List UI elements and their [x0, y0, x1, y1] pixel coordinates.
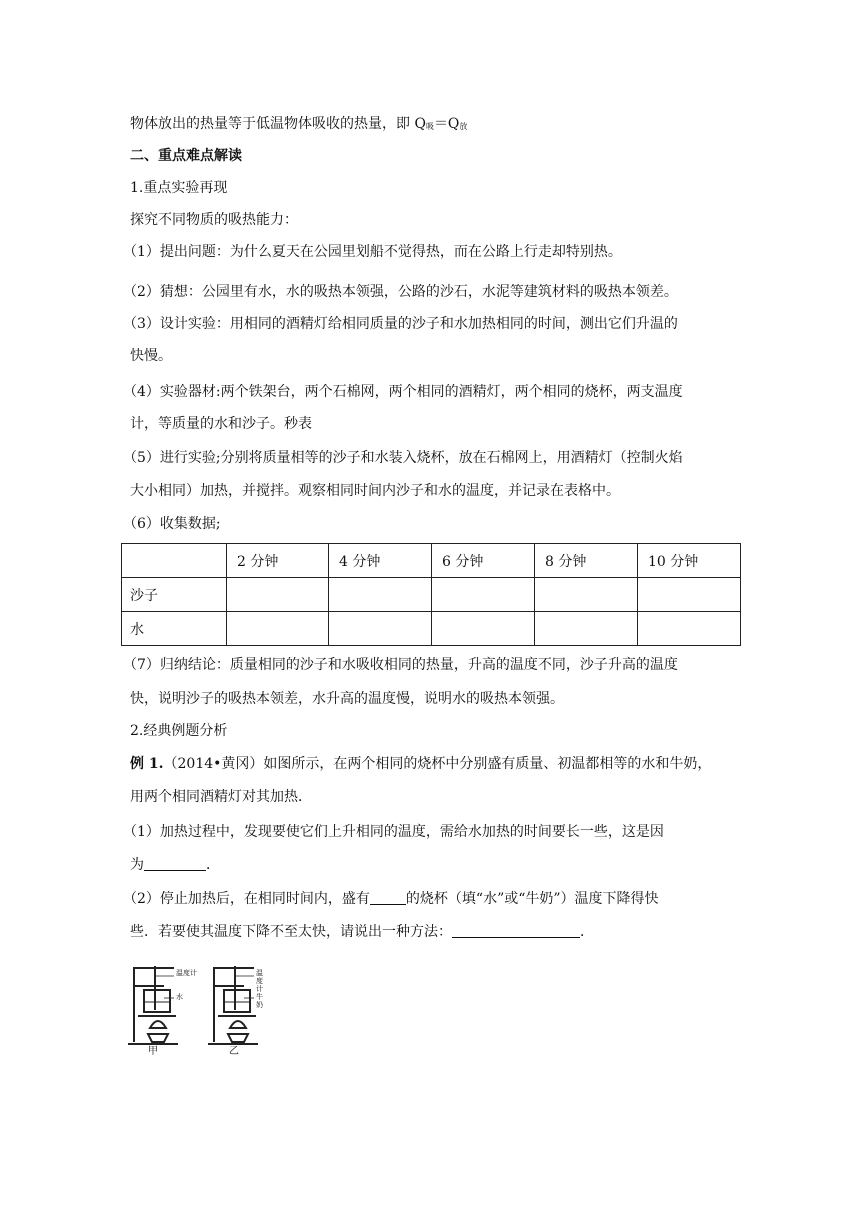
text-span: ． [580, 924, 594, 940]
text-span: 的烧杯（填“水”或“牛奶”）温度下降得快 [405, 891, 659, 907]
table-row [122, 612, 741, 646]
question-1-line-2 [130, 855, 220, 875]
step-1: （1）提出问题：为什么夏天在公园里划船不觉得热，而在公路上行走却特别热。 [123, 244, 622, 260]
step-5-line-2: 大小相同）加热，并搅拌。观察相同时间内沙子和水的温度，并记录在表格中。 [130, 483, 620, 499]
table-cell [535, 612, 638, 646]
water-label: 水 [176, 993, 183, 1001]
thermometer-label-right: 温度计 [256, 969, 263, 993]
answer-blank-3[interactable] [452, 923, 580, 938]
step-4-line-1: （4）实验器材:两个铁架台，两个石棉网，两个相同的酒精灯，两个相同的烧杯，两支温度 [123, 384, 683, 400]
question-2-line-1 [123, 889, 659, 909]
question-2-line-2 [130, 922, 594, 942]
table-header-cell [122, 544, 227, 578]
step-5-line-1: （5）进行实验;分别将质量相等的沙子和水装入烧杯，放在石棉网上，用酒精灯（控制火焰 [123, 450, 683, 466]
data-table [121, 543, 741, 646]
table-header-cell: 2 分钟 [227, 544, 329, 578]
table-cell [227, 578, 329, 612]
question-1-line-1: （1）加热过程中，发现要使它们上升相同的温度，需给水加热的时间要长一些，这是因 [123, 824, 664, 840]
table-cell [227, 612, 329, 646]
example-line-2: 用两个相同酒精灯对其加热． [130, 789, 312, 805]
text-span: 些．若要使其温度下降不至太快，请说出一种方法： [130, 924, 452, 940]
answer-blank-1[interactable] [144, 856, 206, 871]
subsection-heading: 1.重点实验再现 [130, 180, 228, 196]
answer-blank-2[interactable] [370, 890, 406, 905]
table-cell [432, 612, 535, 646]
section-heading: 二、重点难点解读 [130, 148, 242, 164]
text-span: （2014•黄冈）如图所示，在两个相同的烧杯中分别盛有质量、初温都相等的水和牛奶， [163, 756, 712, 772]
text-span: 物体放出的热量等于低温物体吸收的热量，即 Q [130, 116, 426, 132]
milk-label: 牛奶 [256, 993, 263, 1009]
example-line-1 [130, 754, 711, 774]
table-cell: 水 [122, 612, 227, 646]
table-cell [432, 578, 535, 612]
table-cell [638, 612, 741, 646]
heat-balance-line [130, 114, 467, 137]
thermometer-label-left: 温度计 [176, 969, 197, 977]
table-header-row [122, 544, 741, 578]
step-7-line-1: （7）归纳结论：质量相同的沙子和水吸收相同的热量，升高的温度不同，沙子升高的温度 [123, 657, 678, 673]
example-label: 例 1. [130, 756, 164, 772]
subscript-release: 放 [459, 122, 468, 131]
table-row [122, 578, 741, 612]
text-span: 为 [130, 857, 144, 873]
step-7-line-2: 快，说明沙子的吸热本领差，水升高的温度慢，说明水的吸热本领强。 [130, 691, 564, 707]
table-header-cell: 10 分钟 [638, 544, 741, 578]
step-3-line-2: 快慢。 [130, 348, 172, 364]
table-cell [535, 578, 638, 612]
experiment-figure [128, 962, 268, 1062]
subscript-absorb: 吸 [425, 122, 434, 131]
figure-caption-left: 甲 [148, 1046, 158, 1057]
table-cell [638, 578, 741, 612]
table-header-cell: 8 分钟 [535, 544, 638, 578]
paragraph: 探究不同物质的吸热能力： [130, 212, 298, 228]
table-header-cell: 6 分钟 [432, 544, 535, 578]
step-2: （2）猜想：公园里有水，水的吸热本领强，公路的沙石，水泥等建筑材料的吸热本领差。 [123, 284, 678, 300]
step-3-line-1: （3）设计实验：用相同的酒精灯给相同质量的沙子和水加热相同的时间，测出它们升温的 [123, 316, 678, 332]
subsection-heading: 2.经典例题分析 [130, 723, 228, 739]
text-span: ． [206, 857, 220, 873]
step-6: （6）收集数据; [123, 516, 221, 532]
table-cell [329, 578, 432, 612]
text-span: ＝Q [433, 116, 460, 132]
table-cell: 沙子 [122, 578, 227, 612]
table-header-cell: 4 分钟 [329, 544, 432, 578]
figure-caption-right: 乙 [229, 1046, 239, 1057]
text-span: （2）停止加热后，在相同时间内，盛有 [123, 891, 370, 907]
table-cell [329, 612, 432, 646]
step-4-line-2: 计，等质量的水和沙子。秒表 [130, 416, 312, 432]
